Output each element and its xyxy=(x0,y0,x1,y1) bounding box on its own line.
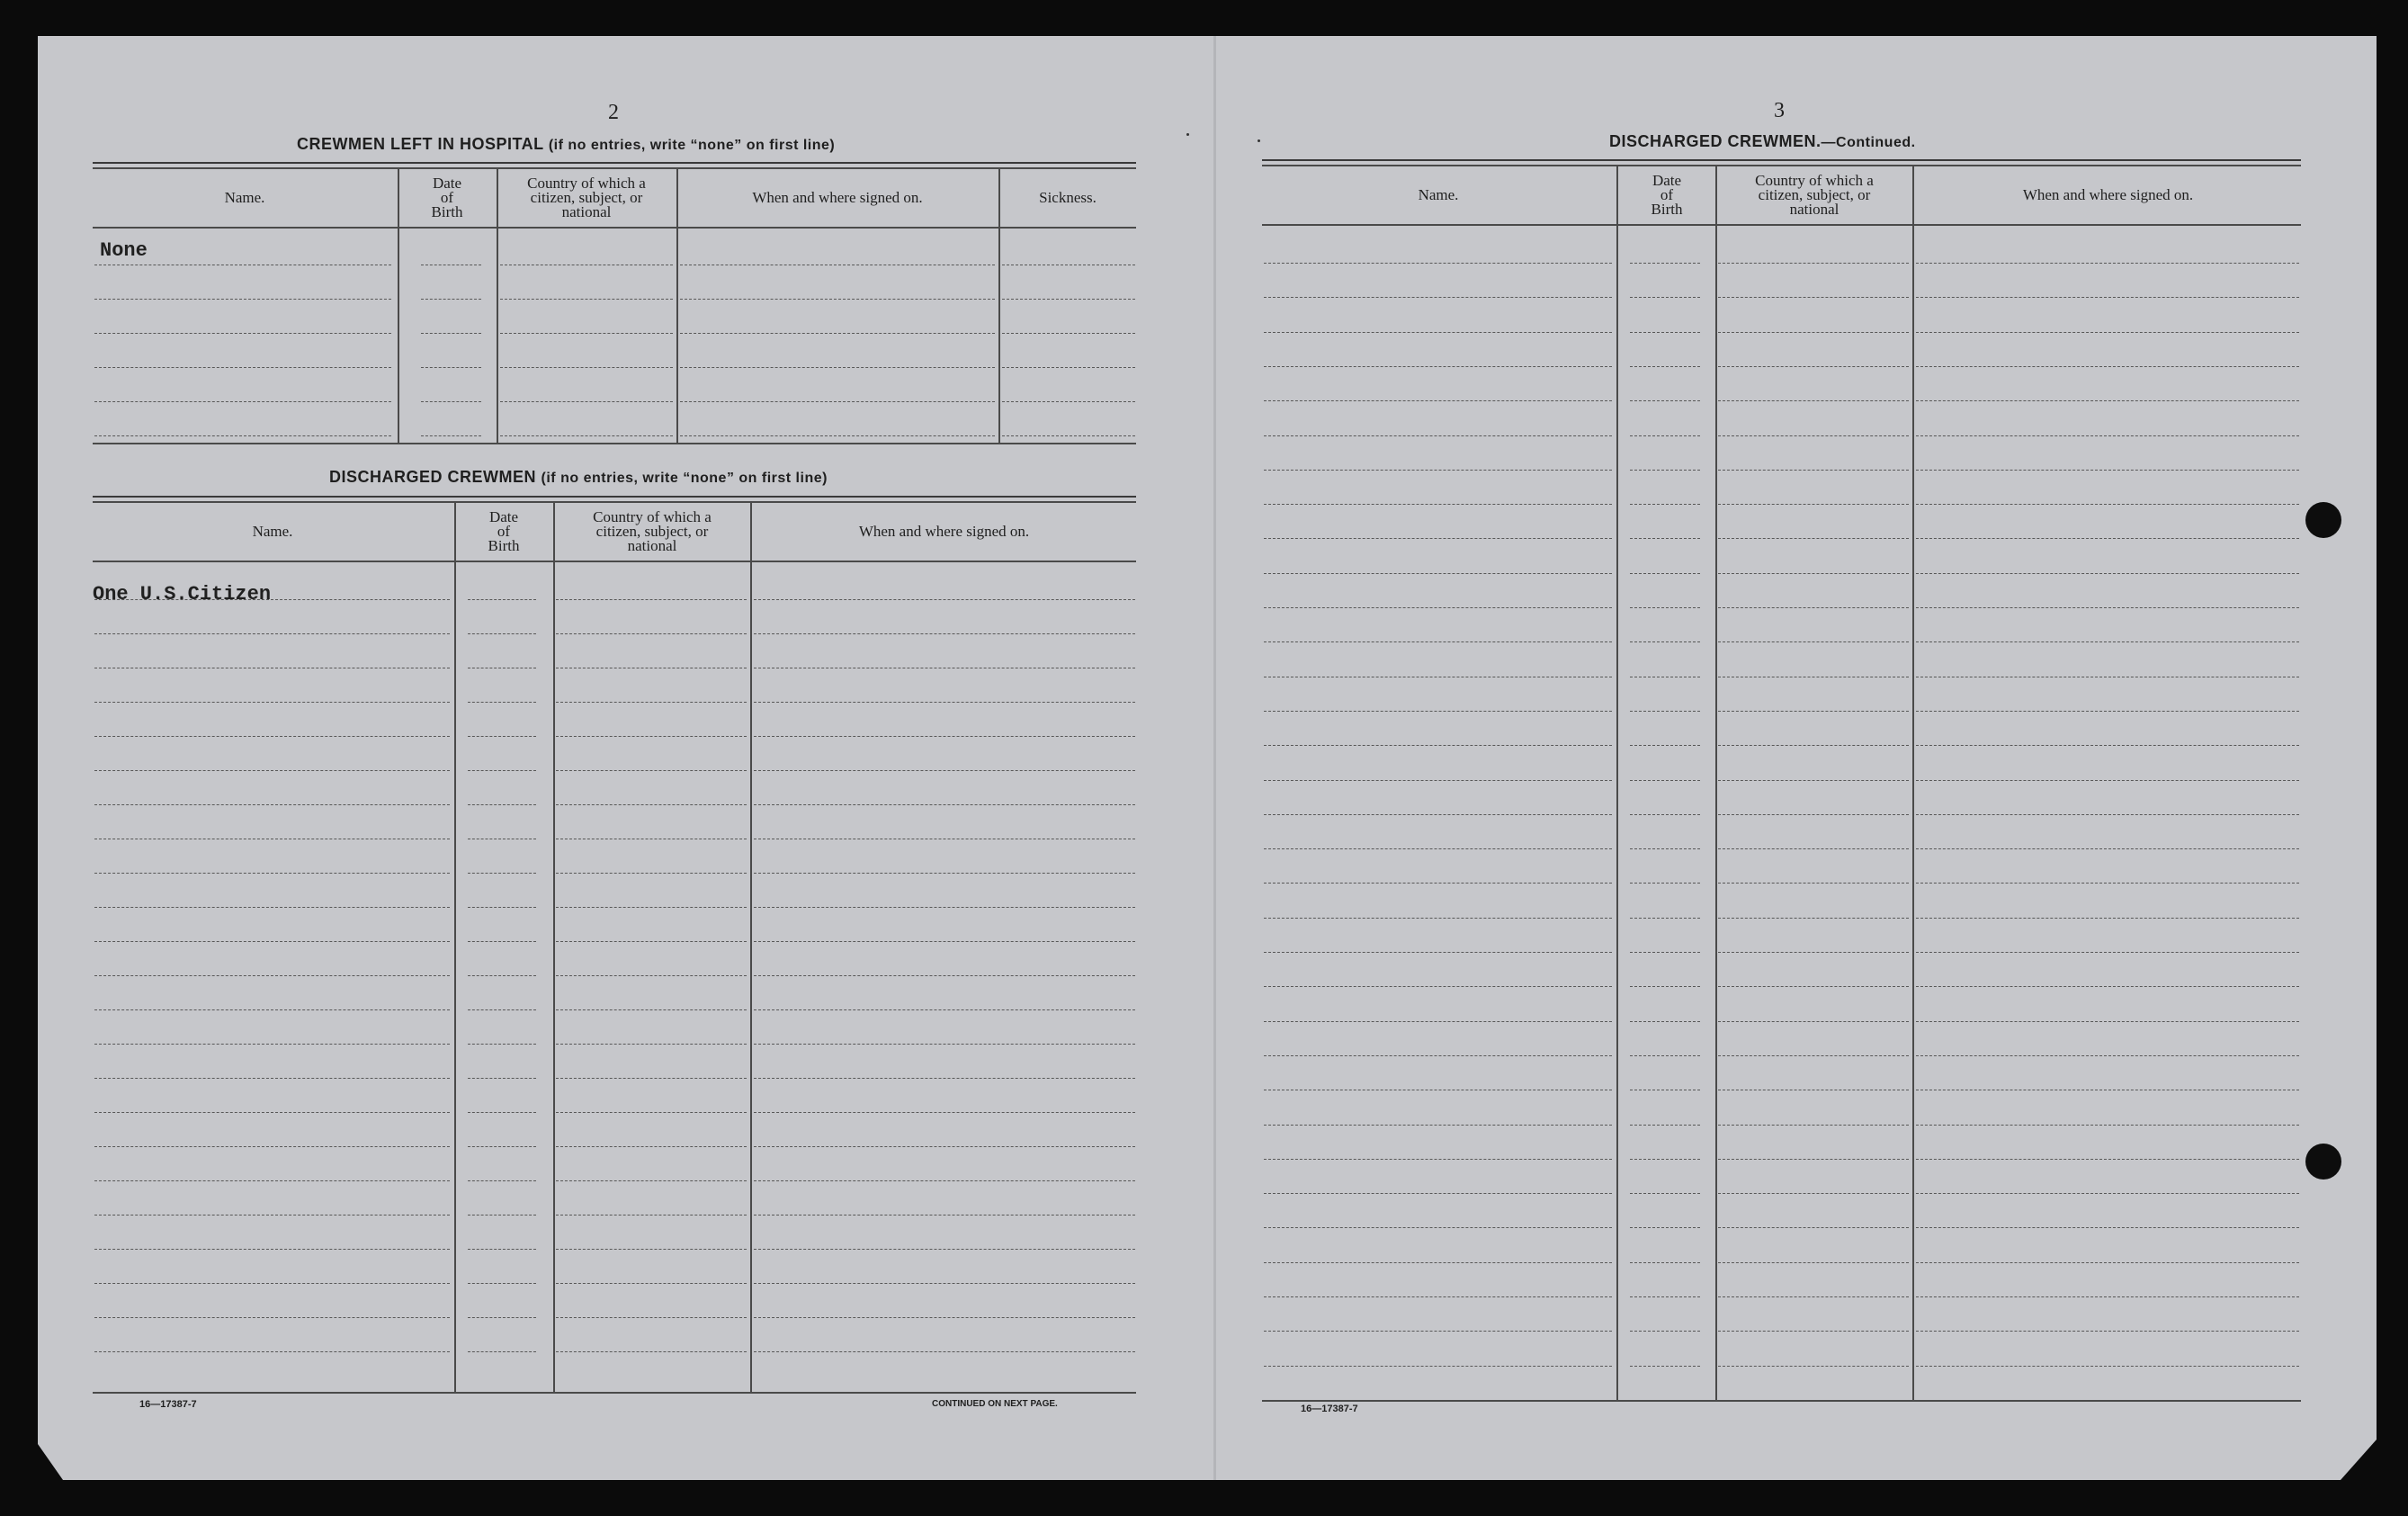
right-rule-bottom xyxy=(1262,1400,2301,1402)
hospital-col-country: Country of which a citizen, subject, or national xyxy=(527,175,646,220)
right-ruled-line xyxy=(1718,1366,1909,1367)
right-ruled-line xyxy=(1916,1055,2299,1056)
discharged-ruled-line xyxy=(94,1283,450,1284)
discharged-rule-top-2 xyxy=(93,501,1136,503)
discharged-ruled-line xyxy=(94,941,450,942)
hospital-ruled-line xyxy=(94,435,391,436)
hospital-ruled-line xyxy=(500,333,673,334)
discharged-section-title: DISCHARGED CREWMEN xyxy=(329,468,537,486)
hospital-ruled-line xyxy=(680,401,995,402)
discharged-ruled-line xyxy=(468,599,536,600)
hospital-ruled-line xyxy=(94,401,391,402)
hospital-ruled-line xyxy=(1002,333,1135,334)
discharged-ruled-line xyxy=(468,1112,536,1113)
discharged-ruled-line xyxy=(754,1044,1135,1045)
right-ruled-line xyxy=(1264,573,1612,574)
discharged-ruled-line xyxy=(468,736,536,737)
right-ruled-line xyxy=(1630,814,1700,815)
right-ruled-line xyxy=(1916,641,2299,642)
right-ruled-line xyxy=(1630,1159,1700,1160)
hospital-section-heading xyxy=(297,135,835,154)
discharged-ruled-line xyxy=(94,1317,450,1318)
discharged-ruled-line xyxy=(556,804,747,805)
discharged-ruled-line xyxy=(754,1146,1135,1147)
right-ruled-line xyxy=(1718,504,1909,505)
right-ruled-line xyxy=(1264,1262,1612,1263)
left-form-number: 16—17387-7 xyxy=(139,1399,197,1410)
right-ruled-line xyxy=(1264,986,1612,987)
right-ruled-line xyxy=(1630,848,1700,849)
right-col-country: Country of which a citizen, subject, or national xyxy=(1755,172,1874,218)
discharged-ruled-line xyxy=(754,941,1135,942)
discharged-ruled-line xyxy=(556,873,747,874)
right-ruled-line xyxy=(1264,1296,1612,1297)
right-ruled-line xyxy=(1630,952,1700,953)
right-ruled-line xyxy=(1718,1227,1909,1228)
discharged-col-signed-on: When and where signed on. xyxy=(858,523,1030,540)
document-sheet xyxy=(38,36,2377,1480)
right-rule-top xyxy=(1262,159,2301,161)
hospital-ruled-line xyxy=(94,367,391,368)
hospital-ruled-line xyxy=(680,299,995,300)
right-ruled-line xyxy=(1264,918,1612,919)
right-ruled-line xyxy=(1630,573,1700,574)
right-ruled-line xyxy=(1264,1159,1612,1160)
right-ruled-line xyxy=(1916,986,2299,987)
right-ruled-line xyxy=(1264,711,1612,712)
right-ruled-line xyxy=(1264,1055,1612,1056)
discharged-col-divider xyxy=(454,501,456,1392)
right-ruled-line xyxy=(1916,745,2299,746)
discharged-ruled-line xyxy=(556,975,747,976)
right-ruled-line xyxy=(1264,435,1612,436)
right-col-name: Name. xyxy=(1418,186,1459,203)
right-ruled-line xyxy=(1630,745,1700,746)
right-ruled-line xyxy=(1264,1331,1612,1332)
discharged-ruled-line xyxy=(754,599,1135,600)
discharged-ruled-line xyxy=(468,1044,536,1045)
right-ruled-line xyxy=(1264,952,1612,953)
hospital-ruled-line xyxy=(421,299,481,300)
hospital-col-divider xyxy=(998,167,1000,443)
hospital-ruled-line xyxy=(500,401,673,402)
discharged-ruled-line xyxy=(754,907,1135,908)
hospital-ruled-line xyxy=(1002,367,1135,368)
right-ruled-line xyxy=(1264,745,1612,746)
discharged-ruled-line xyxy=(94,1249,450,1250)
discharged-ruled-line xyxy=(556,1146,747,1147)
right-ruled-line xyxy=(1264,1227,1612,1228)
discharged-ruled-line xyxy=(556,1317,747,1318)
hospital-ruled-line xyxy=(94,333,391,334)
right-ruled-line xyxy=(1718,1193,1909,1194)
right-col-divider xyxy=(1616,165,1618,1400)
right-ruled-line xyxy=(1630,607,1700,608)
right-ruled-line xyxy=(1718,848,1909,849)
discharged-ruled-line xyxy=(468,873,536,874)
discharged-col-dob: Date of Birth xyxy=(488,508,520,554)
discharged-ruled-line xyxy=(754,1112,1135,1113)
right-col-signed-on: When and where signed on. xyxy=(2022,186,2194,203)
right-ruled-line xyxy=(1630,711,1700,712)
discharged-ruled-line xyxy=(468,702,536,703)
right-ruled-line xyxy=(1916,263,2299,264)
right-ruled-line xyxy=(1916,607,2299,608)
discharged-ruled-line xyxy=(94,736,450,737)
discharged-ruled-line xyxy=(94,907,450,908)
discharged-ruled-line xyxy=(94,1146,450,1147)
right-ruled-line xyxy=(1916,538,2299,539)
discharged-ruled-line xyxy=(754,1180,1135,1181)
right-ruled-line xyxy=(1264,366,1612,367)
right-ruled-line xyxy=(1718,1021,1909,1022)
right-ruled-line xyxy=(1264,848,1612,849)
hospital-ruled-line xyxy=(1002,401,1135,402)
discharged-ruled-line xyxy=(556,1283,747,1284)
right-ruled-line xyxy=(1264,780,1612,781)
hospital-rule-top-2 xyxy=(93,167,1136,169)
hospital-col-sickness: Sickness. xyxy=(1039,189,1097,206)
right-ruled-line xyxy=(1718,1296,1909,1297)
right-ruled-line xyxy=(1718,1125,1909,1126)
right-ruled-line xyxy=(1264,814,1612,815)
right-ruled-line xyxy=(1718,780,1909,781)
right-rule-top-2 xyxy=(1262,165,2301,166)
right-ruled-line xyxy=(1916,1227,2299,1228)
right-ruled-line xyxy=(1630,1331,1700,1332)
right-ruled-line xyxy=(1916,1296,2299,1297)
right-ruled-line xyxy=(1264,1193,1612,1194)
right-ruled-line xyxy=(1264,883,1612,884)
right-section-title-suffix: —Continued. xyxy=(1821,135,1916,150)
right-ruled-line xyxy=(1264,470,1612,471)
discharged-ruled-line xyxy=(94,804,450,805)
hospital-rule-top xyxy=(93,162,1136,164)
hospital-ruled-line xyxy=(680,333,995,334)
right-ruled-line xyxy=(1718,366,1909,367)
right-ruled-line xyxy=(1630,986,1700,987)
right-ruled-line xyxy=(1718,263,1909,264)
discharged-ruled-line xyxy=(468,975,536,976)
right-ruled-line xyxy=(1718,986,1909,987)
hospital-ruled-line xyxy=(421,367,481,368)
hospital-col-signed-on: When and where signed on. xyxy=(752,189,923,206)
discharged-ruled-line xyxy=(468,1146,536,1147)
right-ruled-line xyxy=(1916,573,2299,574)
right-ruled-line xyxy=(1630,1021,1700,1022)
hospital-rule-bottom xyxy=(93,443,1136,444)
discharged-ruled-line xyxy=(556,599,747,600)
right-ruled-line xyxy=(1630,263,1700,264)
discharged-ruled-line xyxy=(468,1180,536,1181)
right-ruled-line xyxy=(1264,504,1612,505)
hospital-col-divider xyxy=(676,167,678,443)
discharged-col-divider xyxy=(553,501,555,1392)
discharged-ruled-line xyxy=(468,1078,536,1079)
right-ruled-line xyxy=(1718,470,1909,471)
discharged-ruled-line xyxy=(754,1249,1135,1250)
discharged-col-name: Name. xyxy=(252,523,293,540)
discharged-ruled-line xyxy=(468,1351,536,1352)
hospital-ruled-line xyxy=(680,435,995,436)
right-ruled-line xyxy=(1916,1159,2299,1160)
right-ruled-line xyxy=(1718,883,1909,884)
right-ruled-line xyxy=(1718,573,1909,574)
discharged-ruled-line xyxy=(556,907,747,908)
discharged-entry-name: One U.S.Citizen xyxy=(93,583,272,606)
right-ruled-line xyxy=(1916,366,2299,367)
right-ruled-line xyxy=(1718,607,1909,608)
right-page-number: 3 xyxy=(1774,99,1785,122)
discharged-col-country: Country of which a citizen, subject, or national xyxy=(593,508,712,554)
right-ruled-line xyxy=(1718,814,1909,815)
right-ruled-line xyxy=(1718,297,1909,298)
right-ruled-line xyxy=(1630,1262,1700,1263)
hospital-ruled-line xyxy=(421,401,481,402)
hospital-ruled-line xyxy=(421,435,481,436)
discharged-ruled-line xyxy=(94,1351,450,1352)
discharged-ruled-line xyxy=(556,736,747,737)
right-ruled-line xyxy=(1630,297,1700,298)
discharged-rule-top xyxy=(93,496,1136,498)
right-ruled-line xyxy=(1718,952,1909,953)
discharged-ruled-line xyxy=(556,1044,747,1045)
hospital-ruled-line xyxy=(500,367,673,368)
right-ruled-line xyxy=(1630,538,1700,539)
discharged-ruled-line xyxy=(94,873,450,874)
discharged-ruled-line xyxy=(94,1009,450,1010)
right-col-dob: Date of Birth xyxy=(1651,172,1683,218)
discharged-ruled-line xyxy=(556,941,747,942)
discharged-section-heading xyxy=(329,468,828,487)
right-ruled-line xyxy=(1916,952,2299,953)
discharged-ruled-line xyxy=(556,1112,747,1113)
right-ruled-line xyxy=(1630,1193,1700,1194)
discharged-ruled-line xyxy=(556,1180,747,1181)
right-col-divider xyxy=(1912,165,1914,1400)
hospital-col-dob: Date of Birth xyxy=(431,175,463,220)
discharged-ruled-line xyxy=(754,1283,1135,1284)
right-ruled-line xyxy=(1264,1366,1612,1367)
discharged-ruled-line xyxy=(754,736,1135,737)
right-ruled-line xyxy=(1916,1125,2299,1126)
right-ruled-line xyxy=(1718,435,1909,436)
paper-speck xyxy=(1258,139,1260,142)
discharged-ruled-line xyxy=(556,1078,747,1079)
right-ruled-line xyxy=(1916,400,2299,401)
right-ruled-line xyxy=(1718,538,1909,539)
discharged-ruled-line xyxy=(94,1112,450,1113)
right-ruled-line xyxy=(1718,745,1909,746)
right-col-divider xyxy=(1715,165,1717,1400)
discharged-ruled-line xyxy=(94,599,450,600)
right-ruled-line xyxy=(1630,883,1700,884)
discharged-ruled-line xyxy=(468,941,536,942)
discharged-ruled-line xyxy=(94,975,450,976)
right-form-number: 16—17387-7 xyxy=(1301,1404,1358,1414)
discharged-ruled-line xyxy=(468,1009,536,1010)
right-ruled-line xyxy=(1916,1331,2299,1332)
right-ruled-line xyxy=(1718,332,1909,333)
right-ruled-line xyxy=(1264,297,1612,298)
hospital-ruled-line xyxy=(500,299,673,300)
discharged-ruled-line xyxy=(94,1044,450,1045)
right-ruled-line xyxy=(1630,400,1700,401)
right-ruled-line xyxy=(1916,504,2299,505)
right-ruled-line xyxy=(1718,641,1909,642)
punch-hole xyxy=(2305,1144,2341,1180)
right-ruled-line xyxy=(1916,1021,2299,1022)
discharged-ruled-line xyxy=(556,1009,747,1010)
right-ruled-line xyxy=(1630,641,1700,642)
right-ruled-line xyxy=(1630,1125,1700,1126)
discharged-rule-bottom xyxy=(93,1392,1136,1394)
right-ruled-line xyxy=(1630,918,1700,919)
right-ruled-line xyxy=(1630,1055,1700,1056)
discharged-ruled-line xyxy=(754,1009,1135,1010)
discharged-ruled-line xyxy=(94,702,450,703)
discharged-ruled-line xyxy=(94,1078,450,1079)
right-ruled-line xyxy=(1718,400,1909,401)
discharged-ruled-line xyxy=(556,1351,747,1352)
right-ruled-line xyxy=(1718,711,1909,712)
hospital-ruled-line xyxy=(1002,299,1135,300)
right-ruled-line xyxy=(1916,1262,2299,1263)
discharged-ruled-line xyxy=(754,702,1135,703)
right-ruled-line xyxy=(1916,711,2299,712)
hospital-ruled-line xyxy=(421,333,481,334)
left-page-number: 2 xyxy=(608,101,619,124)
right-ruled-line xyxy=(1630,1366,1700,1367)
discharged-ruled-line xyxy=(468,907,536,908)
right-ruled-line xyxy=(1630,780,1700,781)
right-ruled-line xyxy=(1916,297,2299,298)
discharged-ruled-line xyxy=(556,1249,747,1250)
right-ruled-line xyxy=(1916,780,2299,781)
continued-note: CONTINUED ON NEXT PAGE. xyxy=(932,1399,1058,1409)
right-ruled-line xyxy=(1630,1227,1700,1228)
discharged-ruled-line xyxy=(94,633,450,634)
right-ruled-line xyxy=(1264,538,1612,539)
right-ruled-line xyxy=(1916,848,2299,849)
right-ruled-line xyxy=(1916,470,2299,471)
punch-hole xyxy=(2305,502,2341,538)
page-fold xyxy=(1213,36,1216,1480)
discharged-ruled-line xyxy=(754,1078,1135,1079)
discharged-ruled-line xyxy=(468,1283,536,1284)
discharged-col-divider xyxy=(750,501,752,1392)
hospital-entry-name: None xyxy=(100,239,148,262)
right-ruled-line xyxy=(1630,366,1700,367)
right-ruled-line xyxy=(1630,332,1700,333)
hospital-ruled-line xyxy=(1002,435,1135,436)
hospital-col-divider xyxy=(398,167,399,443)
discharged-ruled-line xyxy=(468,1249,536,1250)
discharged-ruled-line xyxy=(754,1317,1135,1318)
discharged-ruled-line xyxy=(754,804,1135,805)
discharged-ruled-line xyxy=(556,633,747,634)
discharged-ruled-line xyxy=(754,633,1135,634)
right-ruled-line xyxy=(1916,883,2299,884)
right-ruled-line xyxy=(1264,400,1612,401)
paper-speck xyxy=(1186,133,1189,136)
right-section-title: DISCHARGED CREWMEN. xyxy=(1609,132,1822,150)
right-ruled-line xyxy=(1718,1262,1909,1263)
discharged-ruled-line xyxy=(468,1317,536,1318)
discharged-ruled-line xyxy=(754,975,1135,976)
right-ruled-line xyxy=(1630,435,1700,436)
hospital-ruled-line xyxy=(500,435,673,436)
discharged-ruled-line xyxy=(468,804,536,805)
right-ruled-line xyxy=(1718,1331,1909,1332)
right-ruled-line xyxy=(1916,1366,2299,1367)
right-ruled-line xyxy=(1264,332,1612,333)
hospital-section-instruction: (if no entries, write “none” on first line) xyxy=(548,138,836,153)
right-ruled-line xyxy=(1630,1296,1700,1297)
hospital-header-rule xyxy=(93,227,1136,229)
right-ruled-line xyxy=(1916,332,2299,333)
hospital-col-divider xyxy=(497,167,498,443)
hospital-section-title: CREWMEN LEFT IN HOSPITAL xyxy=(297,135,544,153)
discharged-ruled-line xyxy=(94,1180,450,1181)
right-section-heading xyxy=(1609,132,1916,151)
right-ruled-line xyxy=(1718,1055,1909,1056)
right-ruled-line xyxy=(1916,918,2299,919)
discharged-ruled-line xyxy=(556,770,747,771)
right-ruled-line xyxy=(1264,607,1612,608)
right-header-rule xyxy=(1262,224,2301,226)
discharged-section-instruction: (if no entries, write “none” on first line) xyxy=(541,471,828,486)
discharged-ruled-line xyxy=(754,1351,1135,1352)
right-ruled-line xyxy=(1264,263,1612,264)
right-ruled-line xyxy=(1718,918,1909,919)
right-ruled-line xyxy=(1264,1021,1612,1022)
right-ruled-line xyxy=(1916,1193,2299,1194)
right-ruled-line xyxy=(1718,1159,1909,1160)
discharged-ruled-line xyxy=(754,873,1135,874)
right-ruled-line xyxy=(1630,470,1700,471)
discharged-ruled-line xyxy=(468,770,536,771)
right-ruled-line xyxy=(1264,641,1612,642)
right-ruled-line xyxy=(1916,435,2299,436)
hospital-col-name: Name. xyxy=(224,189,265,206)
discharged-header-rule xyxy=(93,561,1136,562)
discharged-ruled-line xyxy=(94,770,450,771)
hospital-ruled-line xyxy=(94,299,391,300)
hospital-ruled-line xyxy=(680,367,995,368)
discharged-ruled-line xyxy=(556,702,747,703)
right-ruled-line xyxy=(1264,1125,1612,1126)
right-ruled-line xyxy=(1630,504,1700,505)
discharged-ruled-line xyxy=(468,633,536,634)
discharged-ruled-line xyxy=(754,770,1135,771)
right-ruled-line xyxy=(1916,814,2299,815)
